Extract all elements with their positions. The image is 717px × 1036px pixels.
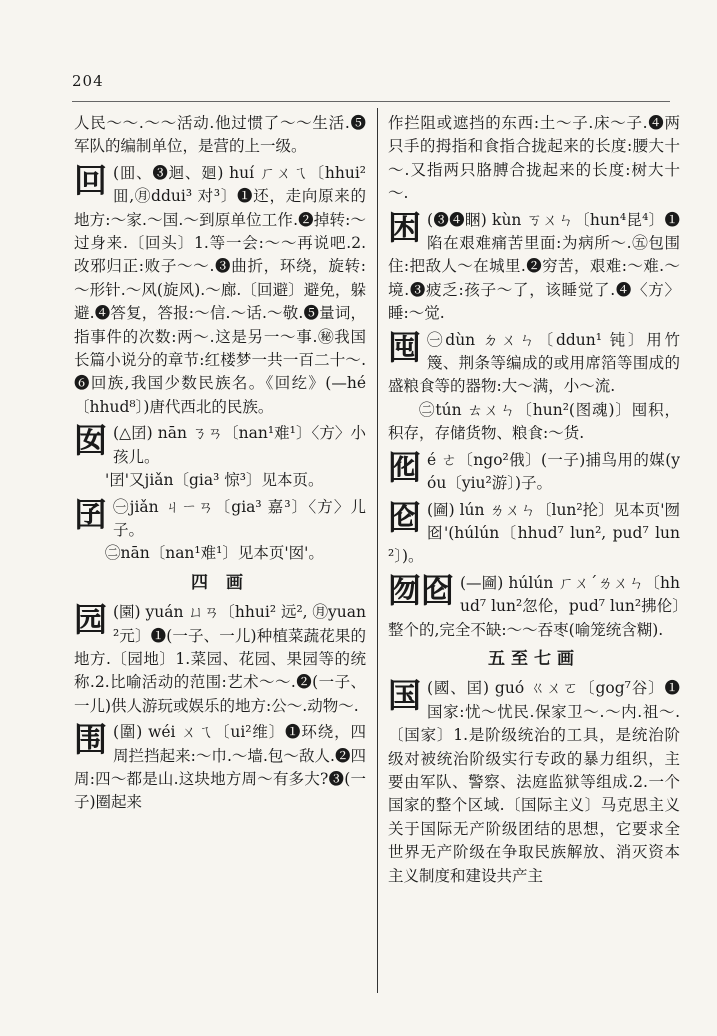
dictionary-entry (388, 499, 680, 569)
entry-note: ㊁nān〔nan¹难¹〕见本页'囡'。 (105, 544, 324, 563)
entry-text: é ㄜ〔ngo²俄〕(一子)捕鸟用的媒(yóu〔yiu²游〕)子。 (427, 450, 680, 493)
headword: 国 (388, 676, 421, 716)
headword: 园 (74, 600, 107, 640)
entry-note: ㊁tún ㄊㄨㄣ〔hun²(图魂)〕囤积，积存，存储货物、粮食:～货. (388, 400, 680, 443)
headword: 囤 (388, 327, 421, 367)
headword: 困 (388, 207, 421, 247)
entry-text: (園) yuán ㄩㄢ〔hhui² 远², ㊊yuan²元〕❶(一子、一儿)种植菜蔬花果的地方.〔园地〕1.菜园、花园、果园等的统称.2.比喻活动的范围:艺术～～.❷(一子、一儿)供人游玩或娱乐的地方:公～.动物～. (74, 603, 366, 715)
dictionary-entry (388, 677, 680, 888)
dictionary-entry (74, 422, 366, 469)
entry-text: ㊀jiǎn ㄐㄧㄢ〔gia³ 嘉³〕〈方〉儿子。 (113, 497, 366, 539)
entry-text: (囬、❸迴、廻) huí ㄏㄨㄟ〔hhui²囬,㊊ddui³ 对³〕❶还，走向原来的地方:～家.～国.～到原单位工作.❷掉转:～过身来.〔回头〕1.等一会:～～再说吧.2.改邪归正:败子～～.❸曲折，环绕，旋转:～形针.～风(旋风).～廊.〔回避〕避免，躲避.❹答复，答报:～信.～话.～敬.❺量词，指事件的次数:两～.这是另一～事.㊙我国长篇小说分的章节:红楼梦一共一百二十～.❻回族,我国少数民族名。《回纥》(—hé〔hhud⁸〕)唐代西北的民族。 (74, 163, 366, 416)
entry-text: (△囝) nān ㄋㄢ〔nan¹难¹〕〈方〉小孩儿。 (113, 424, 366, 466)
page-number: 204 (72, 72, 104, 90)
entry-text: (國、囯) guó ㄍㄨㄛ〔gog⁷谷〕❶国家:忧～忧民.保家卫～.～内.祖～.〔国家〕1.是阶级统治的工具，是统治阶级对被统治阶级实行专政的暴力组织，主要由军队、警察、法庭监狱等组成.2.一个国家的整个区域.〔国际主义〕马克思主义关于国际无产阶级团结的思想，它要求全世界无产阶级在争取民族解放、消灭资本主义制度和建设共产主 (388, 679, 680, 885)
section-title: 五至七画 (488, 648, 580, 669)
dictionary-entry (74, 721, 366, 815)
right-column (388, 112, 680, 888)
left-column (74, 112, 366, 815)
section-title: 四 画 (191, 572, 249, 593)
entry-text: (—圇) húlún ㄏㄨˊㄌㄨㄣ〔hhud⁷ lun²忽伦，pud⁷ lun²拂伦〕整个的,完全不缺:～～吞枣(喻笼统含糊). (388, 573, 680, 639)
headword: 囮 (388, 447, 421, 487)
dictionary-entry (388, 572, 680, 642)
entry-note: '囝'又jiǎn〔gia³ 惊³〕见本页。 (105, 471, 324, 490)
dictionary-entry (74, 162, 366, 419)
headword: 围 (74, 720, 107, 760)
headword: 囡 (74, 421, 107, 461)
entry-continuation: 作拦阻或遮挡的东西:土～子.床～子.❹两只手的拇指和食指合拢起来的长度:腰大十～.又指两只胳膊合拢起来的长度:树大十～. (388, 114, 680, 203)
dictionary-entry (388, 449, 680, 496)
dictionary-entry (388, 329, 680, 399)
entry-continuation: 人民～～.～～活动.他过惯了～～生活.❺军队的编制单位，是营的上一级。 (74, 114, 366, 156)
column-divider (377, 108, 378, 993)
headword: 回 (74, 160, 107, 200)
dictionary-entry (388, 209, 680, 326)
headword: 囝 (74, 494, 107, 534)
dictionary-entry (74, 601, 366, 718)
entry-text: (圍) wéi ㄨㄟ〔ui²维〕❶环绕，四周拦挡起来:～巾.～墙.包～敌人.❷四周:四～都是山.这块地方周～有多大?❸(一子)圈起来 (74, 723, 366, 812)
headword: 囵 (388, 497, 421, 537)
headword: 囫囵 (388, 570, 454, 610)
header-rule (72, 101, 670, 102)
entry-text: (❸❹睏) kùn ㄎㄨㄣ〔hun⁴昆⁴〕❶陷在艰难痛苦里面:为病所～.㊄包围住:把敌人～在城里.❷穷苦，艰难:～难.～境.❸疲乏:孩子～了，该睡觉了.❹〈方〉睡:～觉. (388, 210, 680, 323)
dictionary-entry (74, 496, 366, 543)
entry-text: ㊀dùn ㄉㄨㄣ〔ddun¹ 钝〕用竹篾、荆条等编成的或用席箔等围成的盛粮食等的器物:大～满，小～流. (388, 330, 680, 396)
entry-text: (圇) lún ㄌㄨㄣ〔lun²抡〕见本页'囫囵'(húlún〔hhud⁷ lun², pud⁷ lun²〕)。 (388, 500, 680, 566)
